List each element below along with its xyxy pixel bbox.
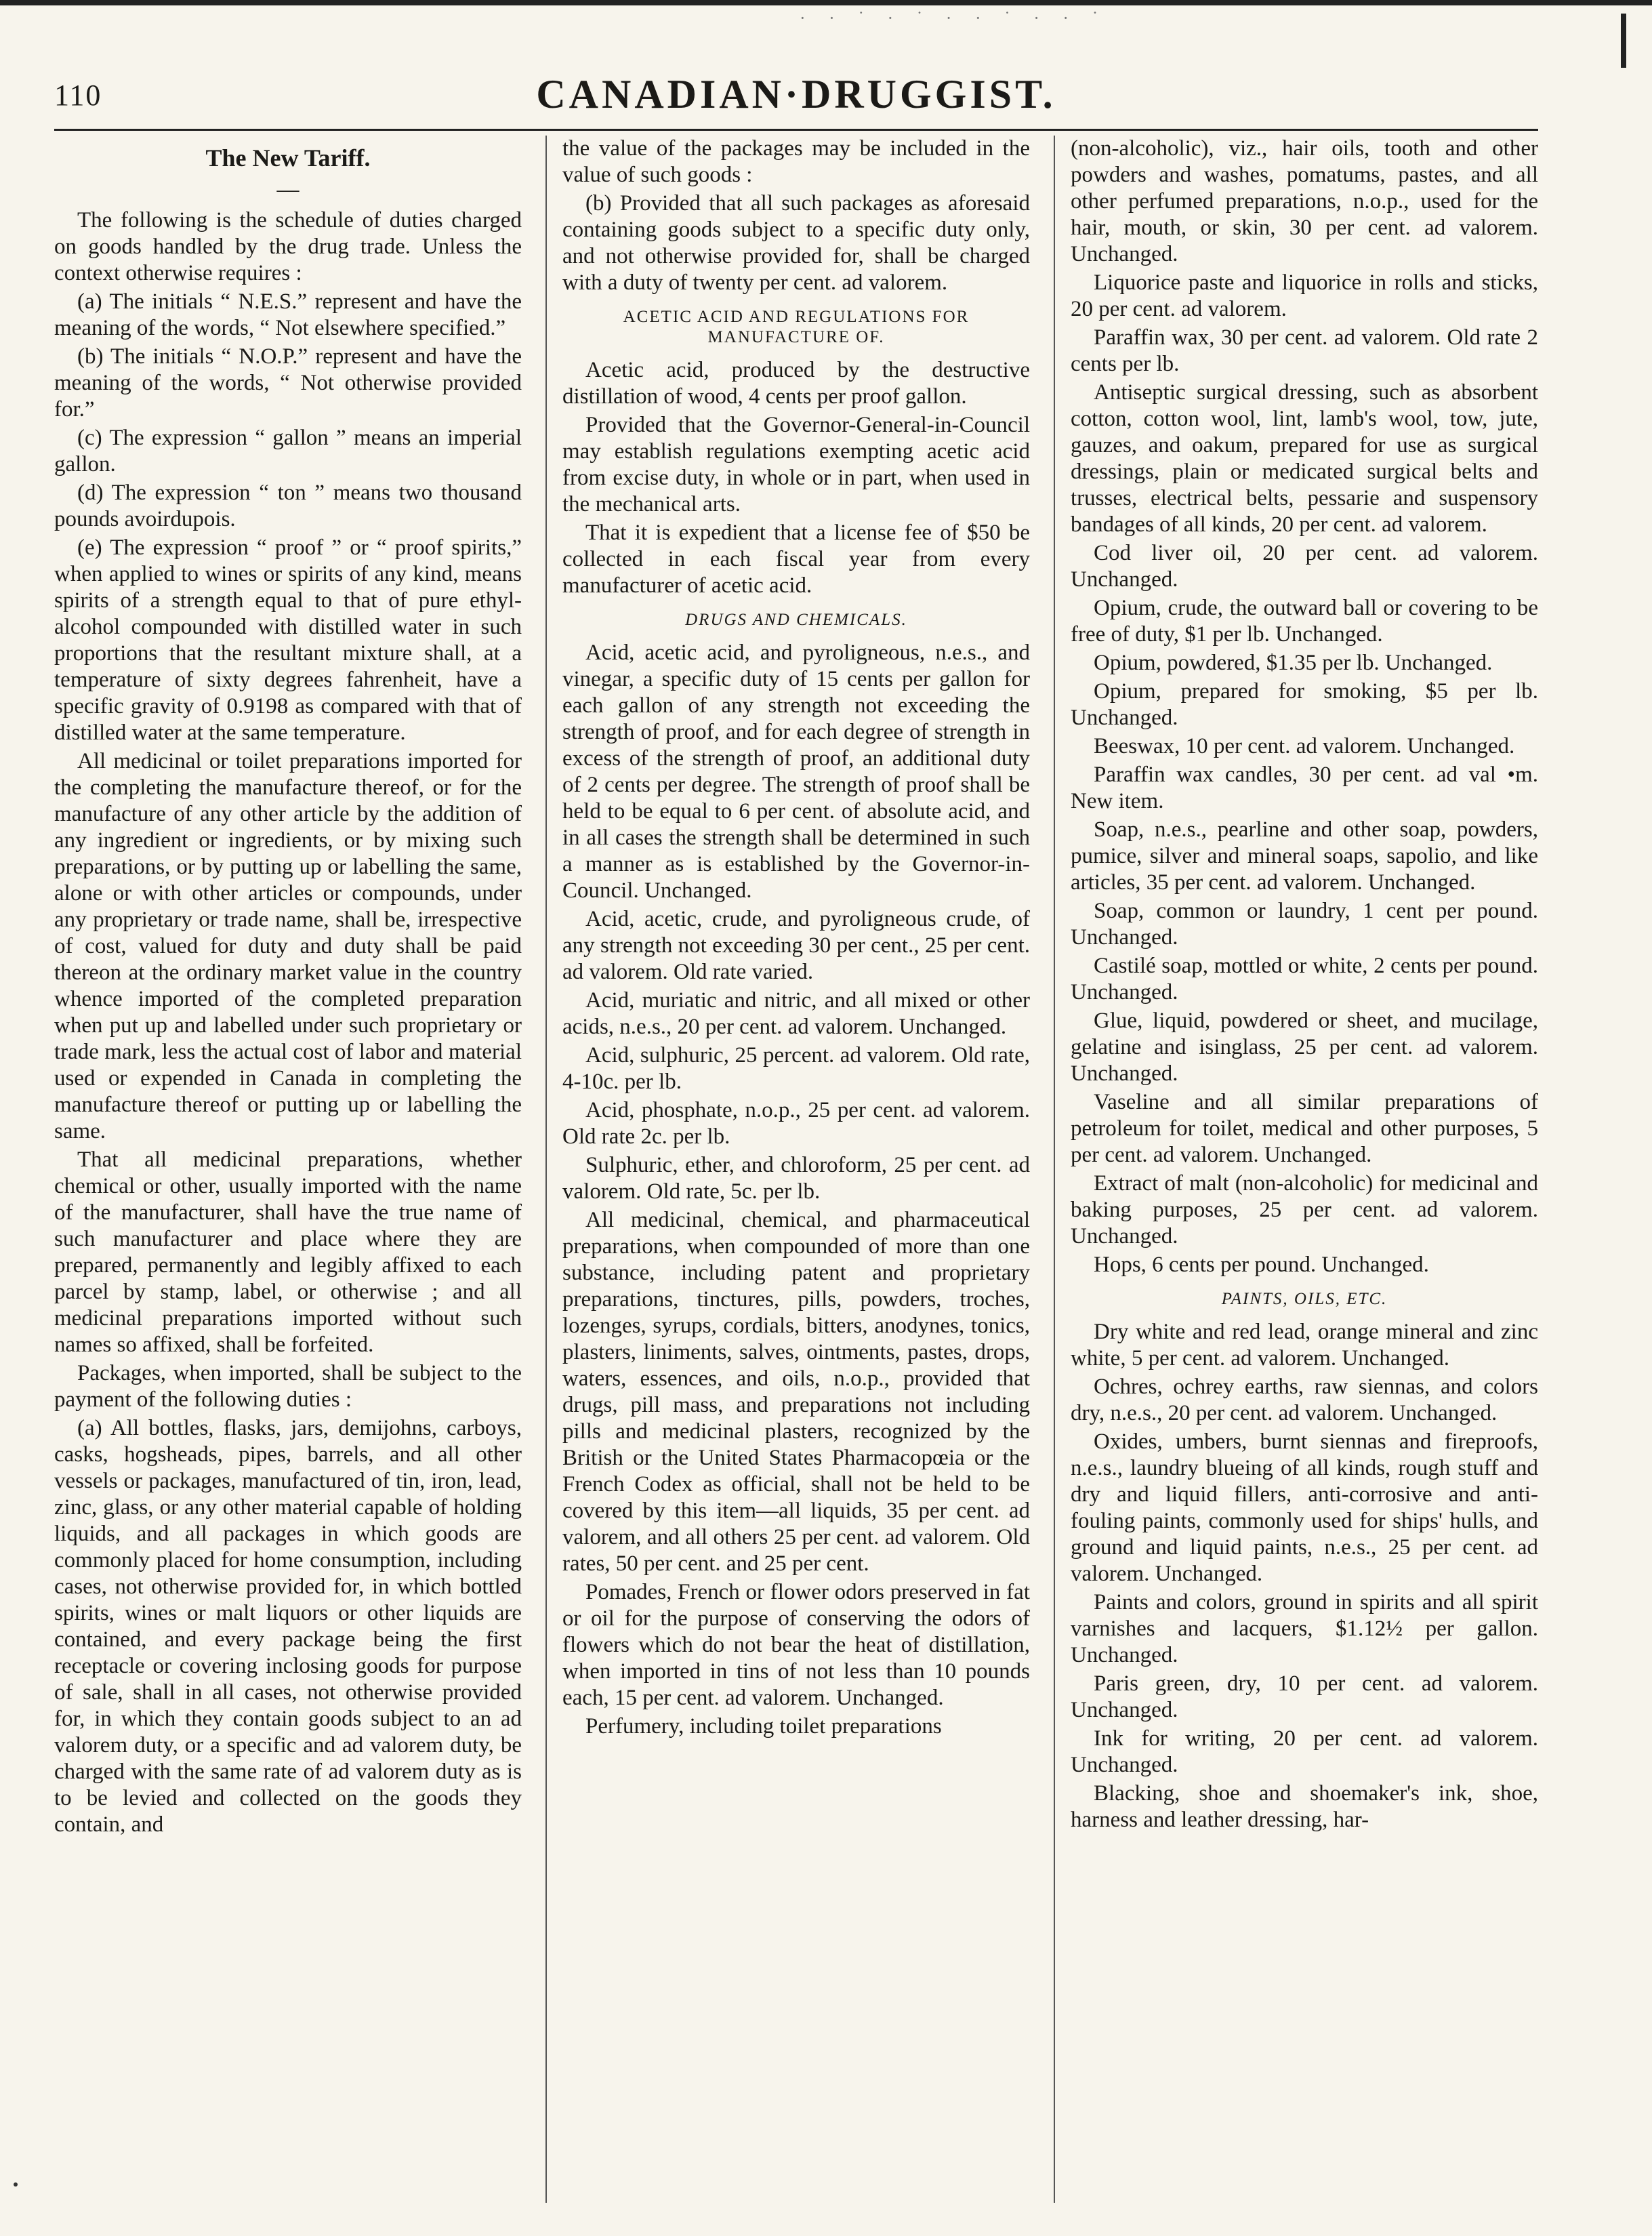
paragraph: Sulphuric, ether, and chloroform, 25 per cent. ad valorem. Old rate, 5c. per lb. xyxy=(562,1153,1030,1204)
page-number: 110 xyxy=(54,79,102,112)
paragraph: Beeswax, 10 per cent. ad valorem. Unchanged. xyxy=(1094,734,1515,758)
paragraph: (a) All bottles, flasks, jars, demijohns, carboys, casks, hogsheads, pipes, barrels, and all other vessels or packages, manufactured of tin, iron, lead, zinc, glass, or any other material capable of holding liquids, and all packages in which goods are commonly placed for home consumption, including cases, not otherwise provided for, in which bottled spirits, wines or malt liquors or other liquids are contained, and every package being the first receptacle or covering inclosing goods for purpose of sale, shall in all cases, not otherwise provided for, in which they contain goods subject to an ad valorem duty, or a specific and ad valorem duty, be charged with the same rate of ad valorem duty as is to be levied and collected on the goods they contain, and xyxy=(54,1416,522,1837)
column-2 xyxy=(562,136,1030,2203)
paragraph: That it is expedient that a license fee of $50 be collected in each fiscal year from every manufacturer of acetic acid. xyxy=(562,521,1030,598)
paragraph: (d) The expression “ ton ” means two thousand pounds avoirdupois. xyxy=(54,481,522,531)
paragraph: Acid, acetic acid, and pyroligneous, n.e.s., and vinegar, a specific duty of 15 cents per gallon for each gallon of any strength not exceeding the strength of proof, and for each degree of strength in excess of the strength of proof, an additional duty of 2 cents per degree. The strength of proof shall be held to be equal to 6 per cent. of absolute acid, and in all cases the strength shall be determined in such a manner as is established by the Governor-in-Council. Unchanged. xyxy=(562,641,1030,903)
section-heading-drugs: DRUGS AND CHEMICALS. xyxy=(685,611,907,629)
paragraph: Castilé soap, mottled or white, 2 cents per pound. Unchanged. xyxy=(1071,954,1538,1004)
paragraph: Acid, sulphuric, 25 percent. ad valorem. Old rate, 4-10c. per lb. xyxy=(562,1043,1030,1094)
paragraph: That all medicinal preparations, whether chemical or other, usually imported with the name of the manufacturer, shall have the true name of such manufacturer and place where they are prepared, permanently and legibly affixed to each parcel by stamp, label, or otherwise ; and all medicinal preparations imported without such names so affixed, shall be forfeited. xyxy=(54,1147,522,1357)
paragraph: Acid, phosphate, n.o.p., 25 per cent. ad valorem. Old rate 2c. per lb. xyxy=(562,1098,1030,1149)
paragraph: Blacking, shoe and shoemaker's ink, shoe, harness and leather dressing, har- xyxy=(1071,1781,1538,1832)
column-1 xyxy=(54,136,522,2203)
paragraph: Provided that the Governor-General-in-Council may establish regulations exempting acetic acid from excise duty, in whole or in part, when used in the mechanical arts. xyxy=(562,413,1030,516)
paragraph: Paraffin wax, 30 per cent. ad valorem. Old rate 2 cents per lb. xyxy=(1071,325,1538,376)
paragraph: Opium, prepared for smoking, $5 per lb. Unchanged. xyxy=(1071,679,1538,730)
paragraph: (b) Provided that all such packages as aforesaid containing goods subject to a specific duty only, and not otherwise provided for, shall be charged with a duty of twenty per cent. ad valorem. xyxy=(562,191,1030,295)
paragraph: Cod liver oil, 20 per cent. ad valorem. Unchanged. xyxy=(1071,541,1538,592)
print-specks: · · ˙ · ˙ · · ˙ · · ˙ xyxy=(800,8,1108,28)
margin-speck xyxy=(14,2182,18,2187)
paragraph: (non-alcoholic), viz., hair oils, tooth and other powders and washes, pomatums, pastes, and all other perfumed preparations, n.o.p., used for the hair, mouth, or skin, 30 per cent. ad valorem. Unchanged. xyxy=(1071,136,1538,266)
section-heading-paints: PAINTS, OILS, ETC. xyxy=(1221,1290,1388,1308)
paragraph: Ochres, ochrey earths, raw siennas, and colors dry, n.e.s., 20 per cent. ad valorem. Unchanged. xyxy=(1071,1375,1538,1425)
article-columns xyxy=(54,136,1538,2203)
paragraph: Acid, acetic, crude, and pyroligneous crude, of any strength not exceeding 30 per cent., 25 per cent. ad valorem. Old rate varied. xyxy=(562,907,1030,984)
paragraph: Soap, n.e.s., pearline and other soap, powders, pumice, silver and mineral soaps, sapolio, and like articles, 35 per cent. ad valorem. Unchanged. xyxy=(1071,817,1538,895)
paragraph: Soap, common or laundry, 1 cent per pound. Unchanged. xyxy=(1071,899,1538,950)
paragraph: Paris green, dry, 10 per cent. ad valorem. Unchanged. xyxy=(1071,1671,1538,1722)
paragraph: The following is the schedule of duties charged on goods handled by the drug trade. Unless the context otherwise requires : xyxy=(54,208,522,285)
paragraph: Packages, when imported, shall be subject to the payment of the following duties : xyxy=(54,1361,522,1412)
paragraph: All medicinal, chemical, and pharmaceutical preparations, when compounded of more than one substance, including patent and proprietary preparations, tinctures, pills, powders, troches, lozenges, syrups, cordials, bitters, anodynes, tonics, plasters, liniments, salves, ointments, pastes, drops, waters, essences, and oils, n.o.p., provided that drugs, pill mass, and preparations not including pills and medicinal plasters, recognized by the British or the United States Pharmacopœia or the French Codex as official, shall not be held to be covered by this item—all liquids, 35 per cent. ad valorem, and all others 25 per cent. ad valorem. Old rates, 50 per cent. and 25 per cent. xyxy=(562,1208,1030,1576)
journal-title: CANADIAN·DRUGGIST. xyxy=(536,72,1056,117)
paragraph: Paraffin wax candles, 30 per cent. ad val •m. New item. xyxy=(1071,763,1538,813)
paragraph: the value of the packages may be included in the value of such goods : xyxy=(562,136,1030,187)
paragraph: (b) The initials “ N.O.P.” represent and have the meaning of the words, “ Not otherwise provided for.” xyxy=(54,344,522,422)
title-dash: — xyxy=(276,178,300,202)
header-rule xyxy=(54,129,1538,131)
paragraph: Liquorice paste and liquorice in rolls and sticks, 20 per cent. ad valorem. xyxy=(1071,270,1538,321)
paragraph: Vaseline and all similar preparations of petroleum for toilet, medical and other purposes, 5 per cent. ad valorem. Unchanged. xyxy=(1071,1090,1538,1167)
paragraph: All medicinal or toilet preparations imported for the completing the manufacture thereof, or for the manufacture of any other article by the addition of any ingredient or ingredients, or by mixing such preparations, or by putting up or labelling the same, alone or with other articles or compounds, under any proprietary or trade name, shall be, irrespective of cost, valued for duty and duty shall be paid thereon at the ordinary market value in the country whence imported of the completed preparation when put up and labelled under such proprietary or trade mark, less the actual cost of labor and material used or expended in Canada in completing the manufacture thereof or putting up or labelling the same. xyxy=(54,749,522,1143)
paragraph: Hops, 6 cents per pound. Unchanged. xyxy=(1094,1253,1429,1277)
top-border-rule xyxy=(0,0,1652,5)
paragraph: Pomades, French or flower odors preserved in fat or oil for the purpose of conserving the odors of flowers which do not bear the heat of distillation, when imported in tins of not less than 10 pounds each, 15 per cent. ad valorem. Unchanged. xyxy=(562,1580,1030,1710)
paragraph: Antiseptic surgical dressing, such as absorbent cotton, cotton wool, lint, lamb's wool, tow, jute, gauzes, and oakum, prepared for use as surgical dressings, plain or medicated surgical belts and trusses, electrical belts, pessarie and suspensory bandages of all kinds, 20 per cent. ad valorem. xyxy=(1071,380,1538,537)
paragraph: Acid, muriatic and nitric, and all mixed or other acids, n.e.s., 20 per cent. ad valorem. Unchanged. xyxy=(562,988,1030,1039)
paragraph: Ink for writing, 20 per cent. ad valorem. Unchanged. xyxy=(1071,1726,1538,1777)
paragraph: (e) The expression “ proof ” or “ proof spirits,” when applied to wines or spirits of any kind, means spirits of a strength equal to that of pure ethyl-alcohol compounded with distilled water in such proportions that the resultant mixture shall, at a temperature of sixty degrees fahrenheit, have a specific gravity of 0.9198 as compared with that of distilled water at the same temperature. xyxy=(54,535,522,745)
page-edge-mark xyxy=(1621,14,1640,68)
paragraph: Perfumery, including toilet preparations xyxy=(585,1714,942,1739)
page-header xyxy=(54,71,1538,132)
paragraph: Paints and colors, ground in spirits and all spirit varnishes and lacquers, $1.12½ per gallon. Unchanged. xyxy=(1071,1590,1538,1667)
section-heading-acetic: ACETIC ACID AND REGULATIONS FOR MANUFACTURE OF. xyxy=(623,308,970,346)
article-title: The New Tariff. xyxy=(205,144,371,171)
paragraph: Opium, crude, the outward ball or covering to be free of duty, $1 per lb. Unchanged. xyxy=(1071,596,1538,647)
paragraph: (a) The initials “ N.E.S.” represent and have the meaning of the words, “ Not elsewhere specified.” xyxy=(54,289,522,340)
paragraph: Glue, liquid, powdered or sheet, and mucilage, gelatine and isinglass, 25 per cent. ad valorem. Unchanged. xyxy=(1071,1009,1538,1086)
paragraph: Oxides, umbers, burnt siennas and fireproofs, n.e.s., laundry blueing of all kinds, rough stuff and dry and liquid fillers, anti-corrosive and anti-fouling paints, commonly used for ships' hulls, and ground and liquid paints, n.e.s., 25 per cent. ad valorem. Unchanged. xyxy=(1071,1429,1538,1586)
paragraph: Extract of malt (non-alcoholic) for medicinal and baking purposes, 25 per cent. ad valorem. Unchanged. xyxy=(1071,1171,1538,1248)
paragraph: Dry white and red lead, orange mineral and zinc white, 5 per cent. ad valorem. Unchanged. xyxy=(1071,1320,1538,1370)
paragraph: (c) The expression “ gallon ” means an imperial gallon. xyxy=(54,426,522,476)
paragraph: Acetic acid, produced by the destructive distillation of wood, 4 cents per proof gallon. xyxy=(562,358,1030,409)
paragraph: Opium, powdered, $1.35 per lb. Unchanged. xyxy=(1094,651,1493,675)
column-3 xyxy=(1071,136,1538,2203)
